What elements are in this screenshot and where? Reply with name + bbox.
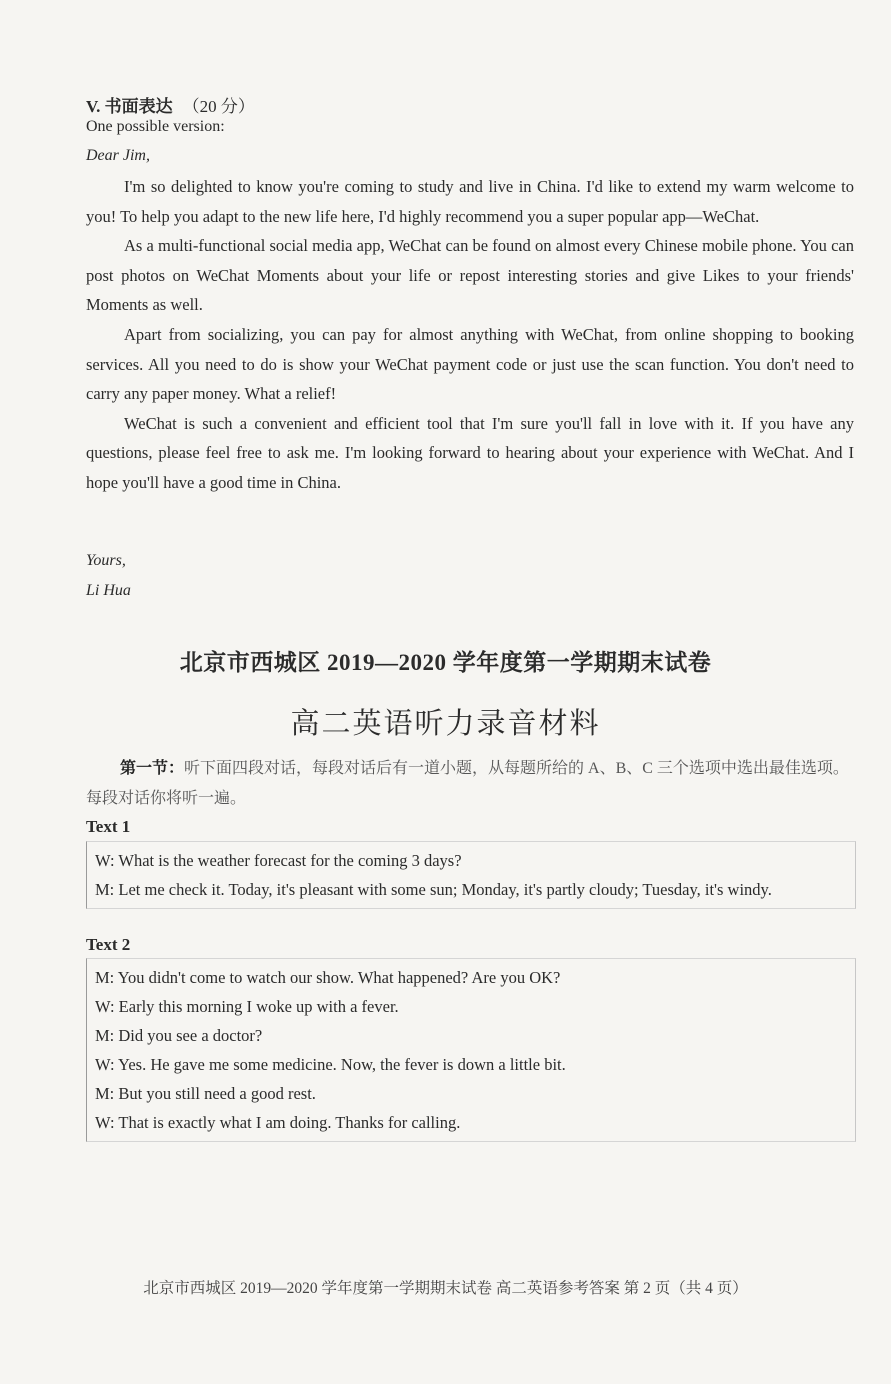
dialogue-line: W: That is exactly what I am doing. Thanks for calling.	[95, 1113, 461, 1132]
version-intro: One possible version:	[86, 118, 225, 135]
dialogue-line: M: Did you see a doctor?	[95, 1026, 263, 1045]
dialogue-line: M: Let me check it. Today, it's pleasant with some sun; Monday, it's partly cloudy; Tuesday, it's windy.	[95, 880, 772, 899]
section-heading-text: V. 书面表达	[86, 97, 173, 116]
listening-instruction	[86, 754, 861, 814]
dialogue-box	[86, 958, 856, 1142]
letter-paragraph: Apart from socializing, you can pay for almost anything with WeChat, from online shopping to booking services. All you need to do is show your WeChat payment code or just use the scan function. You don't need to carry any paper money. What a relief!	[86, 324, 854, 404]
dialogue-line: W: What is the weather forecast for the coming 3 days?	[95, 851, 462, 870]
letter-body	[86, 172, 854, 498]
dialogue-line: W: Early this morning I woke up with a fever.	[95, 997, 399, 1016]
listening-subtitle: 高二英语听力录音材料	[290, 706, 601, 740]
text-label: Text 2	[86, 935, 131, 954]
dialogue-line: M: You didn't come to watch our show. What happened? Are you OK?	[95, 968, 561, 987]
instruction-label: 第一节：	[120, 760, 185, 777]
letter-paragraph: As a multi-functional social media app, WeChat can be found on almost every Chinese mobile phone. You can post photos on WeChat Moments about your life or repost interesting stories and give Likes to your friends' Moments as well.	[86, 236, 854, 315]
dialogue-line: M: But you still need a good rest.	[95, 1084, 316, 1103]
letter-salutation: Dear Jim,	[86, 147, 150, 164]
letter-paragraph: WeChat is such a convenient and efficient tool that I'm sure you'll fall in love with it. If you have any questions, please feel free to ask me. I'm looking forward to hearing about your experience with WeChat. And I hope you'll have a good time in China.	[86, 413, 854, 492]
dialogue-box	[86, 841, 856, 909]
paper-title: 北京市西城区 2019—2020 学年度第一学期期末试卷	[179, 650, 712, 675]
instruction-text: 听下面四段对话，每段对话后有一道小题，从每题所给的 A、B、C 三个选项中选出最佳选项。每段对话你将听一遍。	[86, 760, 849, 807]
letter-signature: Li Hua	[86, 582, 131, 599]
letter-paragraph: I'm so delighted to know you're coming to study and live in China. I'd like to extend my warm welcome to you! To help you adapt to the new life here, I'd highly recommend you a super popular app—WeChat.	[86, 177, 854, 226]
section-points: （20 分）	[182, 97, 255, 116]
letter-closing: Yours,	[86, 552, 126, 569]
section-heading	[86, 92, 255, 117]
dialogue-line: W: Yes. He gave me some medicine. Now, the fever is down a little bit.	[95, 1055, 566, 1074]
text-label: Text 1	[86, 817, 131, 836]
page-footer: 北京市西城区 2019—2020 学年度第一学期期末试卷 高二英语参考答案 第 2 页（共 4 页）	[143, 1280, 748, 1297]
